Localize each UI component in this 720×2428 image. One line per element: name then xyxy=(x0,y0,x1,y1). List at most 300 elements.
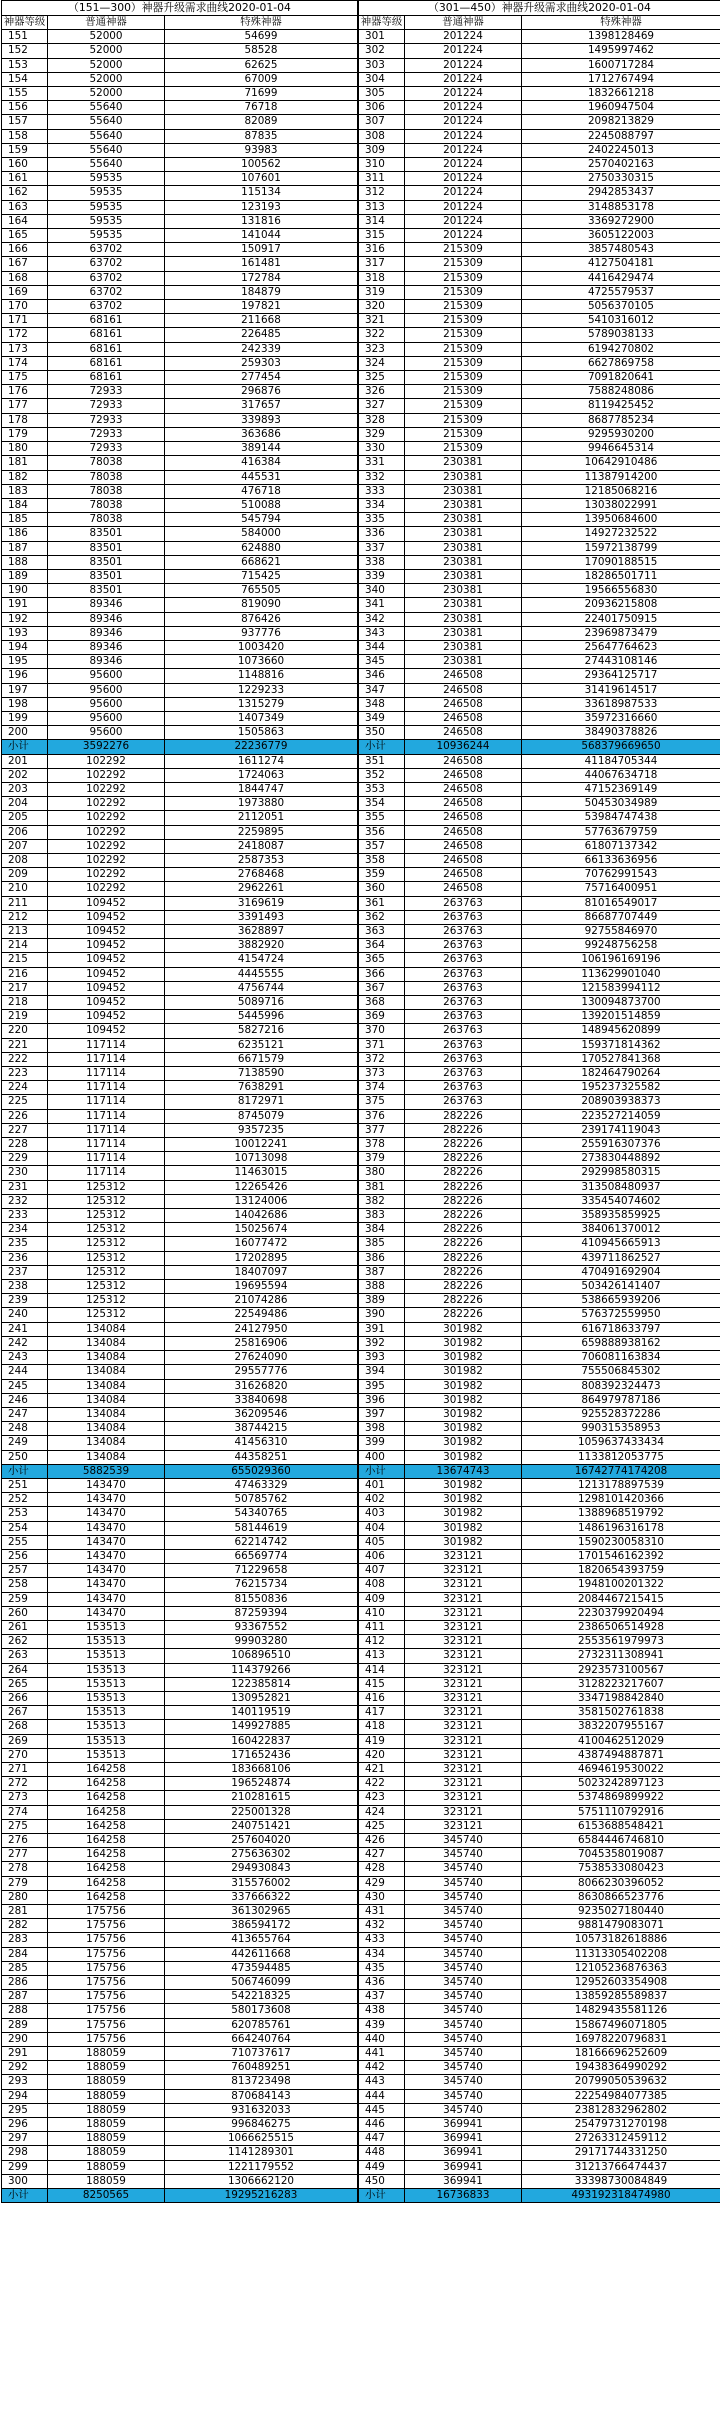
special-value-cell: 76215734 xyxy=(165,1578,358,1592)
special-value-cell: 1495997462 xyxy=(522,44,720,58)
special-value-cell: 38490378826 xyxy=(522,726,720,740)
normal-value-cell: 345740 xyxy=(405,2032,522,2046)
normal-value-cell: 175756 xyxy=(48,1905,165,1919)
special-value-cell: 2402245013 xyxy=(522,143,720,157)
level-cell: 243 xyxy=(2,1351,48,1365)
table-row xyxy=(2,967,358,981)
normal-value-cell: 117114 xyxy=(48,1095,165,1109)
normal-value-cell: 369941 xyxy=(405,2160,522,2174)
table-row xyxy=(2,797,358,811)
normal-value-cell: 153513 xyxy=(48,1620,165,1634)
level-cell: 353 xyxy=(359,782,405,796)
special-value-cell: 149927885 xyxy=(165,1720,358,1734)
table-row xyxy=(359,200,720,214)
table-row xyxy=(359,640,720,654)
table-row xyxy=(2,1521,358,1535)
level-cell: 345 xyxy=(359,655,405,669)
special-value-cell: 210281615 xyxy=(165,1791,358,1805)
level-cell: 389 xyxy=(359,1294,405,1308)
normal-value-cell: 52000 xyxy=(48,72,165,86)
table-row xyxy=(359,1138,720,1152)
level-cell: 350 xyxy=(359,726,405,740)
level-cell: 165 xyxy=(2,229,48,243)
special-value-cell: 131816 xyxy=(165,214,358,228)
normal-value-cell: 345740 xyxy=(405,2061,522,2075)
special-value-cell: 4127504181 xyxy=(522,257,720,271)
normal-value-cell: 52000 xyxy=(48,58,165,72)
normal-value-cell: 134084 xyxy=(48,1450,165,1464)
table-row xyxy=(2,1564,358,1578)
level-cell: 170 xyxy=(2,300,48,314)
normal-value-cell: 282226 xyxy=(405,1109,522,1123)
table-row xyxy=(359,399,720,413)
table-row xyxy=(359,1294,720,1308)
table-row xyxy=(359,1109,720,1123)
level-cell: 359 xyxy=(359,868,405,882)
table-title: （151—300）神器升级需求曲线2020-01-04 xyxy=(2,1,358,16)
normal-value-cell: 188059 xyxy=(48,2089,165,2103)
table-row xyxy=(2,87,358,101)
table-row xyxy=(359,669,720,683)
special-value-cell: 1141289301 xyxy=(165,2146,358,2160)
level-cell: 231 xyxy=(2,1180,48,1194)
level-cell: 443 xyxy=(359,2075,405,2089)
table-row xyxy=(2,981,358,995)
special-value-cell: 33398730084849 xyxy=(522,2174,720,2188)
normal-value-cell: 230381 xyxy=(405,541,522,555)
table-row xyxy=(359,1592,720,1606)
special-value-cell: 3581502761838 xyxy=(522,1706,720,1720)
table-row xyxy=(359,1365,720,1379)
table-row xyxy=(359,229,720,243)
special-value-cell: 93983 xyxy=(165,143,358,157)
normal-value-cell: 301982 xyxy=(405,1450,522,1464)
table-row xyxy=(2,1010,358,1024)
normal-value-cell: 68161 xyxy=(48,356,165,370)
table-row xyxy=(359,1976,720,1990)
level-cell: 294 xyxy=(2,2089,48,2103)
table-row xyxy=(2,1919,358,1933)
normal-value-cell: 153513 xyxy=(48,1748,165,1762)
special-value-cell: 813723498 xyxy=(165,2075,358,2089)
table-row xyxy=(2,1620,358,1634)
special-value-cell: 361302965 xyxy=(165,1905,358,1919)
subtotal-label: 小计 xyxy=(2,1464,48,1478)
special-value-cell: 1221179552 xyxy=(165,2160,358,2174)
special-value-cell: 41456310 xyxy=(165,1436,358,1450)
table-row xyxy=(2,200,358,214)
special-value-cell: 10713098 xyxy=(165,1152,358,1166)
normal-value-cell: 102292 xyxy=(48,825,165,839)
table-row xyxy=(359,1081,720,1095)
level-cell: 262 xyxy=(2,1635,48,1649)
normal-value-cell: 246508 xyxy=(405,697,522,711)
normal-value-cell: 188059 xyxy=(48,2160,165,2174)
table-row xyxy=(2,1436,358,1450)
special-value-cell: 384061370012 xyxy=(522,1223,720,1237)
level-header: 神器等级 xyxy=(2,16,48,30)
table-row xyxy=(359,1890,720,1904)
special-value-cell: 1832661218 xyxy=(522,87,720,101)
normal-value-cell: 175756 xyxy=(48,1947,165,1961)
normal-value-cell: 282226 xyxy=(405,1308,522,1322)
level-cell: 287 xyxy=(2,1990,48,2004)
normal-value-cell: 117114 xyxy=(48,1038,165,1052)
subtotal-row xyxy=(359,2189,720,2203)
table-row xyxy=(359,371,720,385)
special-value-cell: 33618987533 xyxy=(522,697,720,711)
normal-value-cell: 117114 xyxy=(48,1109,165,1123)
normal-value-cell: 246508 xyxy=(405,797,522,811)
table-row xyxy=(359,697,720,711)
normal-value-cell: 102292 xyxy=(48,797,165,811)
level-cell: 330 xyxy=(359,442,405,456)
level-cell: 151 xyxy=(2,30,48,44)
normal-value-cell: 323121 xyxy=(405,1777,522,1791)
table-row xyxy=(2,953,358,967)
table-row xyxy=(359,470,720,484)
special-value-cell: 5410316012 xyxy=(522,314,720,328)
table-row xyxy=(2,2146,358,2160)
special-value-cell: 240751421 xyxy=(165,1819,358,1833)
normal-value-cell: 72933 xyxy=(48,427,165,441)
normal-value-cell: 201224 xyxy=(405,44,522,58)
special-value-cell: 1844747 xyxy=(165,782,358,796)
title-row xyxy=(359,1,720,16)
level-cell: 391 xyxy=(359,1322,405,1336)
level-cell: 400 xyxy=(359,1450,405,1464)
special-value-cell: 5827216 xyxy=(165,1024,358,1038)
normal-value-cell: 55640 xyxy=(48,101,165,115)
special-value-cell: 2587353 xyxy=(165,853,358,867)
table-row xyxy=(2,1819,358,1833)
level-cell: 306 xyxy=(359,101,405,115)
level-cell: 434 xyxy=(359,1947,405,1961)
level-cell: 419 xyxy=(359,1734,405,1748)
special-value-cell: 93367552 xyxy=(165,1620,358,1634)
special-value-cell: 31213766474437 xyxy=(522,2160,720,2174)
level-cell: 178 xyxy=(2,413,48,427)
table-row xyxy=(359,1379,720,1393)
special-value-cell: 16077472 xyxy=(165,1237,358,1251)
table-row xyxy=(2,356,358,370)
normal-value-cell: 230381 xyxy=(405,612,522,626)
special-value-cell: 20799050539632 xyxy=(522,2075,720,2089)
special-value-cell: 1960947504 xyxy=(522,101,720,115)
normal-value-cell: 345740 xyxy=(405,2075,522,2089)
level-cell: 335 xyxy=(359,513,405,527)
normal-value-cell: 134084 xyxy=(48,1351,165,1365)
table-row xyxy=(359,1578,720,1592)
level-cell: 291 xyxy=(2,2047,48,2061)
special-value-cell: 1298101420366 xyxy=(522,1493,720,1507)
level-cell: 404 xyxy=(359,1521,405,1535)
normal-value-cell: 175756 xyxy=(48,1919,165,1933)
table-row xyxy=(2,1578,358,1592)
normal-value-cell: 109452 xyxy=(48,1010,165,1024)
normal-value-cell: 95600 xyxy=(48,683,165,697)
normal-value-cell: 72933 xyxy=(48,385,165,399)
special-value-cell: 358935859925 xyxy=(522,1209,720,1223)
level-cell: 296 xyxy=(2,2118,48,2132)
level-cell: 169 xyxy=(2,285,48,299)
special-value-cell: 106896510 xyxy=(165,1649,358,1663)
table-row xyxy=(2,910,358,924)
special-value-cell: 337666322 xyxy=(165,1890,358,1904)
normal-value-cell: 164258 xyxy=(48,1805,165,1819)
level-cell: 376 xyxy=(359,1109,405,1123)
normal-value-cell: 345740 xyxy=(405,1848,522,1862)
normal-value-cell: 109452 xyxy=(48,996,165,1010)
special-value-cell: 2386506514928 xyxy=(522,1620,720,1634)
normal-value-cell: 345740 xyxy=(405,2089,522,2103)
special-value-cell: 4387494887871 xyxy=(522,1748,720,1762)
normal-value-cell: 52000 xyxy=(48,30,165,44)
level-cell: 397 xyxy=(359,1407,405,1421)
table-row xyxy=(2,584,358,598)
special-value-cell: 5374869899922 xyxy=(522,1791,720,1805)
special-value-cell: 2942853437 xyxy=(522,186,720,200)
table-row xyxy=(2,328,358,342)
table-row xyxy=(359,1862,720,1876)
level-cell: 374 xyxy=(359,1081,405,1095)
special-value-cell: 71699 xyxy=(165,87,358,101)
normal-value-cell: 282226 xyxy=(405,1180,522,1194)
level-cell: 276 xyxy=(2,1834,48,1848)
table-row xyxy=(359,1422,720,1436)
special-value-cell: 130952821 xyxy=(165,1691,358,1705)
special-value-cell: 123193 xyxy=(165,200,358,214)
table-row xyxy=(2,2160,358,2174)
level-cell: 346 xyxy=(359,669,405,683)
subtotal-special: 493192318474980 xyxy=(522,2189,720,2203)
table-row xyxy=(2,1791,358,1805)
normal-value-cell: 188059 xyxy=(48,2146,165,2160)
normal-value-cell: 175756 xyxy=(48,2032,165,2046)
level-cell: 450 xyxy=(359,2174,405,2188)
level-cell: 427 xyxy=(359,1848,405,1862)
special-value-cell: 114379266 xyxy=(165,1663,358,1677)
subtotal-label: 小计 xyxy=(359,740,405,754)
normal-value-cell: 246508 xyxy=(405,853,522,867)
level-cell: 347 xyxy=(359,683,405,697)
table-row xyxy=(2,726,358,740)
special-value-cell: 9235027180440 xyxy=(522,1905,720,1919)
special-value-cell: 2418087 xyxy=(165,839,358,853)
normal-value-cell: 323121 xyxy=(405,1564,522,1578)
normal-value-cell: 201224 xyxy=(405,143,522,157)
special-value-cell: 624880 xyxy=(165,541,358,555)
special-value-cell: 197821 xyxy=(165,300,358,314)
table-row xyxy=(2,1748,358,1762)
level-cell: 228 xyxy=(2,1138,48,1152)
table-row xyxy=(2,1805,358,1819)
normal-value-cell: 323121 xyxy=(405,1620,522,1634)
table-row xyxy=(359,1521,720,1535)
table-row xyxy=(359,72,720,86)
special-value-cell: 3628897 xyxy=(165,925,358,939)
normal-value-cell: 345740 xyxy=(405,1905,522,1919)
table-row xyxy=(359,328,720,342)
table-row xyxy=(359,1961,720,1975)
normal-value-cell: 109452 xyxy=(48,953,165,967)
normal-value-cell: 215309 xyxy=(405,385,522,399)
table-row xyxy=(359,2146,720,2160)
level-cell: 301 xyxy=(359,30,405,44)
table-row xyxy=(359,115,720,129)
header-row xyxy=(2,16,358,30)
special-value-cell: 33840698 xyxy=(165,1393,358,1407)
subtotal-row xyxy=(359,740,720,754)
level-cell: 396 xyxy=(359,1393,405,1407)
normal-value-cell: 134084 xyxy=(48,1393,165,1407)
table-row xyxy=(2,768,358,782)
normal-value-cell: 89346 xyxy=(48,640,165,654)
level-cell: 426 xyxy=(359,1834,405,1848)
level-cell: 390 xyxy=(359,1308,405,1322)
normal-value-cell: 201224 xyxy=(405,58,522,72)
level-cell: 279 xyxy=(2,1876,48,1890)
table-row xyxy=(2,626,358,640)
table-row xyxy=(359,158,720,172)
normal-value-cell: 345740 xyxy=(405,1890,522,1904)
special-value-cell: 242339 xyxy=(165,342,358,356)
normal-value-cell: 188059 xyxy=(48,2047,165,2061)
level-cell: 281 xyxy=(2,1905,48,1919)
table-row xyxy=(2,1777,358,1791)
table-row xyxy=(359,726,720,740)
table-row xyxy=(2,1834,358,1848)
level-cell: 198 xyxy=(2,697,48,711)
level-cell: 168 xyxy=(2,271,48,285)
table-row xyxy=(359,356,720,370)
special-value-cell: 2098213829 xyxy=(522,115,720,129)
level-cell: 211 xyxy=(2,896,48,910)
level-cell: 179 xyxy=(2,427,48,441)
special-value-cell: 2553561979973 xyxy=(522,1635,720,1649)
normal-value-cell: 143470 xyxy=(48,1578,165,1592)
normal-value-cell: 125312 xyxy=(48,1209,165,1223)
table-row xyxy=(359,768,720,782)
table-row xyxy=(2,1876,358,1890)
special-value-cell: 410945665913 xyxy=(522,1237,720,1251)
special-value-cell: 29171744331250 xyxy=(522,2146,720,2160)
level-cell: 292 xyxy=(2,2061,48,2075)
level-cell: 364 xyxy=(359,939,405,953)
table-row xyxy=(2,612,358,626)
special-value-cell: 9946645314 xyxy=(522,442,720,456)
table-row xyxy=(359,1535,720,1549)
level-cell: 167 xyxy=(2,257,48,271)
level-cell: 154 xyxy=(2,72,48,86)
special-value-cell: 18166696252609 xyxy=(522,2047,720,2061)
special-value-cell: 182464790264 xyxy=(522,1067,720,1081)
special-value-cell: 7138590 xyxy=(165,1067,358,1081)
special-value-cell: 14042686 xyxy=(165,1209,358,1223)
level-cell: 264 xyxy=(2,1663,48,1677)
special-value-cell: 67009 xyxy=(165,72,358,86)
table-row xyxy=(2,1606,358,1620)
table-row xyxy=(359,172,720,186)
special-value-cell: 296876 xyxy=(165,385,358,399)
special-value-cell: 538665939206 xyxy=(522,1294,720,1308)
table-row xyxy=(2,1166,358,1180)
level-cell: 265 xyxy=(2,1677,48,1691)
level-cell: 392 xyxy=(359,1336,405,1350)
level-cell: 310 xyxy=(359,158,405,172)
normal-value-cell: 263763 xyxy=(405,1081,522,1095)
table-row xyxy=(2,1677,358,1691)
level-cell: 161 xyxy=(2,172,48,186)
table-row xyxy=(359,1876,720,1890)
normal-value-cell: 83501 xyxy=(48,584,165,598)
special-value-cell: 11387914200 xyxy=(522,470,720,484)
special-value-cell: 113629901040 xyxy=(522,967,720,981)
level-cell: 299 xyxy=(2,2160,48,2174)
table-row xyxy=(359,711,720,725)
level-cell: 190 xyxy=(2,584,48,598)
special-value-cell: 2732311308941 xyxy=(522,1649,720,1663)
level-cell: 200 xyxy=(2,726,48,740)
level-cell: 382 xyxy=(359,1194,405,1208)
level-cell: 245 xyxy=(2,1379,48,1393)
table-row xyxy=(2,1095,358,1109)
normal-value-cell: 215309 xyxy=(405,413,522,427)
subtotal-normal: 5882539 xyxy=(48,1464,165,1478)
special-value-cell: 2230379920494 xyxy=(522,1606,720,1620)
table-row xyxy=(2,1351,358,1365)
special-value-cell: 100562 xyxy=(165,158,358,172)
special-value-cell: 122385814 xyxy=(165,1677,358,1691)
special-value-cell: 1600717284 xyxy=(522,58,720,72)
level-cell: 327 xyxy=(359,399,405,413)
normal-value-cell: 175756 xyxy=(48,1961,165,1975)
normal-value-cell: 369941 xyxy=(405,2146,522,2160)
normal-value-cell: 215309 xyxy=(405,399,522,413)
level-cell: 256 xyxy=(2,1549,48,1563)
normal-value-cell: 246508 xyxy=(405,782,522,796)
level-cell: 268 xyxy=(2,1720,48,1734)
level-cell: 333 xyxy=(359,484,405,498)
special-value-cell: 22254984077385 xyxy=(522,2089,720,2103)
level-cell: 329 xyxy=(359,427,405,441)
normal-value-cell: 153513 xyxy=(48,1677,165,1691)
normal-value-cell: 134084 xyxy=(48,1336,165,1350)
normal-value-cell: 117114 xyxy=(48,1081,165,1095)
special-value-cell: 82089 xyxy=(165,115,358,129)
normal-value-cell: 125312 xyxy=(48,1308,165,1322)
normal-value-cell: 282226 xyxy=(405,1209,522,1223)
table-row xyxy=(359,385,720,399)
normal-value-cell: 246508 xyxy=(405,768,522,782)
level-cell: 196 xyxy=(2,669,48,683)
normal-value-cell: 117114 xyxy=(48,1052,165,1066)
special-value-cell: 184879 xyxy=(165,285,358,299)
table-row xyxy=(359,1478,720,1492)
level-cell: 155 xyxy=(2,87,48,101)
table-row xyxy=(359,1635,720,1649)
title-row xyxy=(2,1,358,16)
table-row xyxy=(359,541,720,555)
level-cell: 232 xyxy=(2,1194,48,1208)
level-cell: 338 xyxy=(359,555,405,569)
normal-value-cell: 164258 xyxy=(48,1834,165,1848)
level-cell: 162 xyxy=(2,186,48,200)
table-row xyxy=(359,1450,720,1464)
table-row xyxy=(2,58,358,72)
level-cell: 352 xyxy=(359,768,405,782)
special-value-cell: 1505863 xyxy=(165,726,358,740)
